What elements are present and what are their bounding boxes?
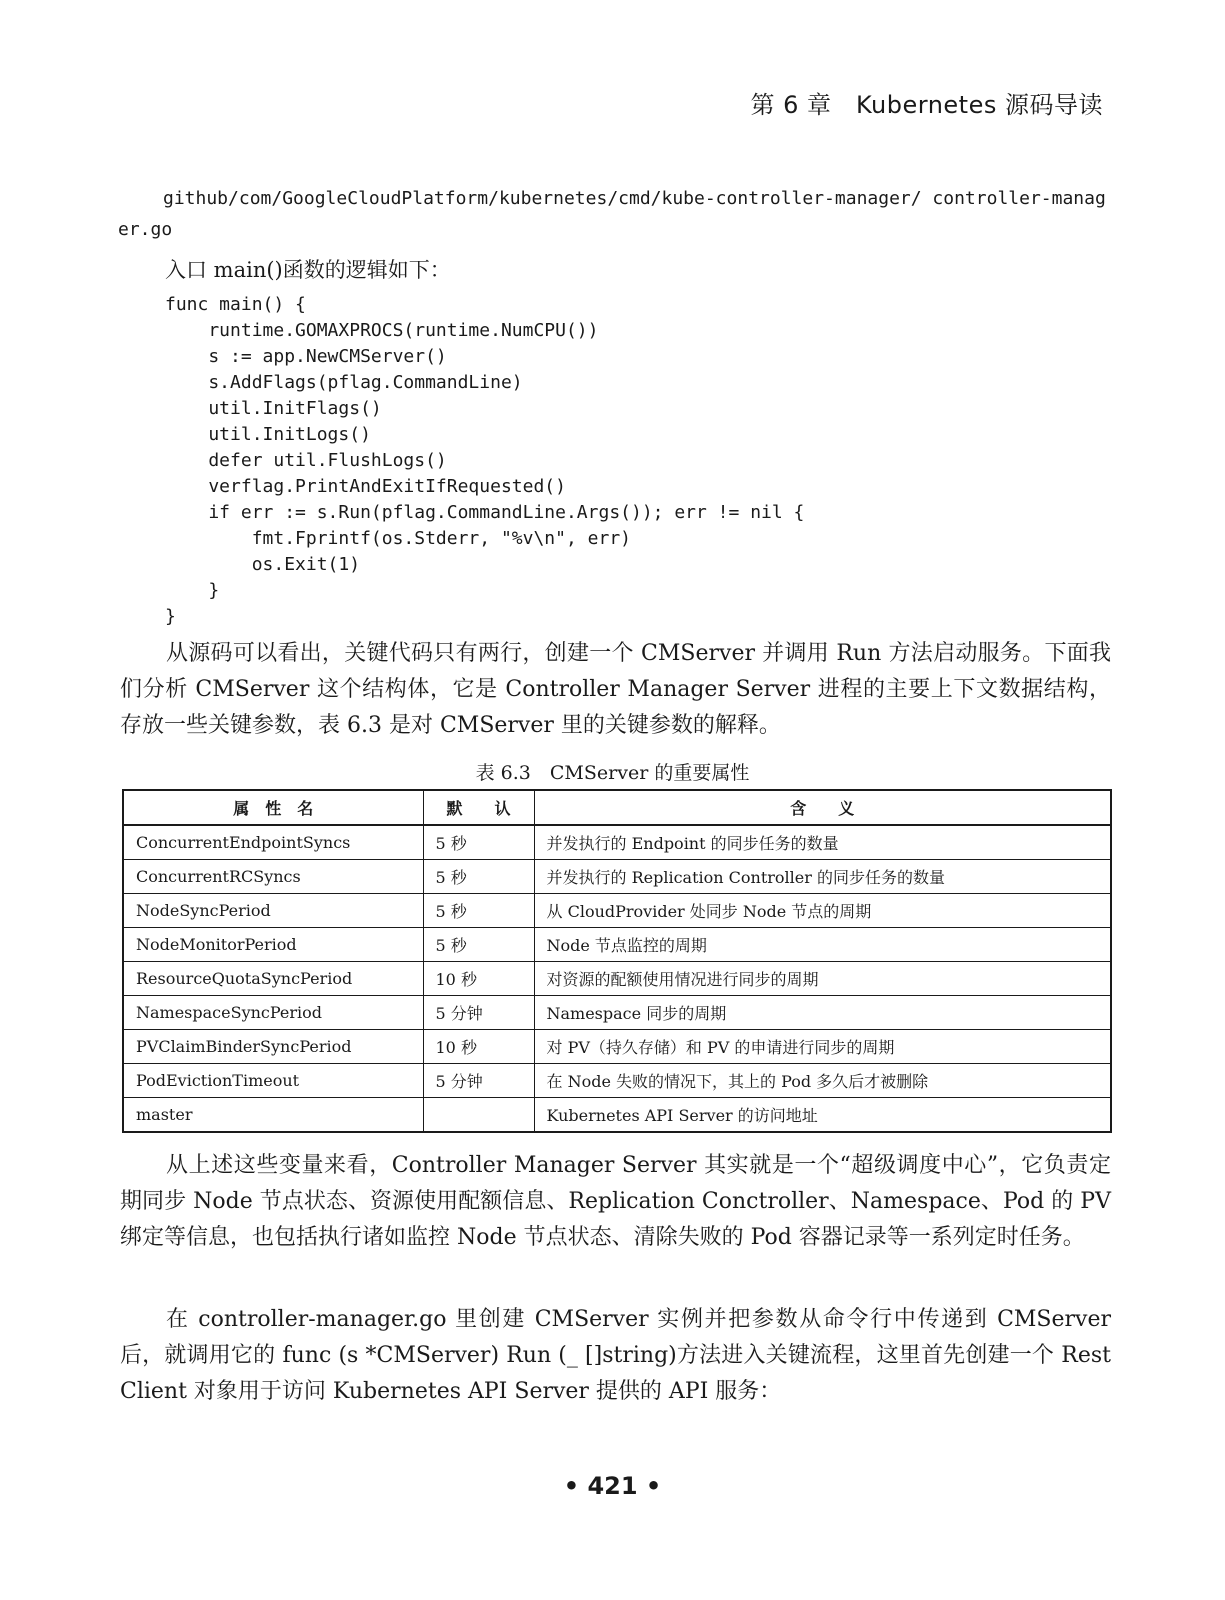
code-line: runtime.GOMAXPROCS(runtime.NumCPU()) xyxy=(165,320,599,341)
code-line: s.AddFlags(pflag.CommandLine) xyxy=(165,372,523,393)
header-meaning: 含 义 xyxy=(534,790,1111,825)
code-block xyxy=(165,292,804,630)
table-row xyxy=(123,894,1111,928)
cell-attribute-name: PVClaimBinderSyncPeriod xyxy=(123,1030,423,1064)
cell-meaning: 从 CloudProvider 处同步 Node 节点的周期 xyxy=(534,894,1111,928)
table-row xyxy=(123,825,1111,860)
cell-meaning: 对 PV（持久存储）和 PV 的申请进行同步的周期 xyxy=(534,1030,1111,1064)
table-row xyxy=(123,1030,1111,1064)
table-row xyxy=(123,860,1111,894)
header-default: 默 认 xyxy=(423,790,534,825)
cell-meaning: Namespace 同步的周期 xyxy=(534,996,1111,1030)
table-header-row xyxy=(123,790,1111,825)
cell-attribute-name: ResourceQuotaSyncPeriod xyxy=(123,962,423,996)
table-row xyxy=(123,928,1111,962)
table-row xyxy=(123,1064,1111,1098)
paragraph-3: 在 controller-manager.go 里创建 CMServer 实例并把参数从命令行中传递到 CMServer 后，就调用它的 func (s *CMServer) Run (_ []string)方法进入关键流程，这里首先创建一个 Rest Client 对象用于访问 Kubernetes API Server 提供的 API 服务： xyxy=(120,1307,1111,1404)
cell-meaning: 并发执行的 Replication Controller 的同步任务的数量 xyxy=(534,860,1111,894)
cell-meaning: 对资源的配额使用情况进行同步的周期 xyxy=(534,962,1111,996)
code-line: defer util.FlushLogs() xyxy=(165,450,447,471)
code-line: util.InitFlags() xyxy=(165,398,382,419)
code-line: } xyxy=(165,606,176,627)
header-attribute-name: 属 性 名 xyxy=(123,790,423,825)
table-row xyxy=(123,962,1111,996)
cell-default: 5 分钟 xyxy=(423,996,534,1030)
table-row xyxy=(123,1098,1111,1133)
code-line: func main() { xyxy=(165,294,306,315)
cell-meaning: Kubernetes API Server 的访问地址 xyxy=(534,1098,1111,1133)
cell-meaning: 并发执行的 Endpoint 的同步任务的数量 xyxy=(534,825,1111,860)
code-line: os.Exit(1) xyxy=(165,554,361,575)
cell-meaning: Node 节点监控的周期 xyxy=(534,928,1111,962)
cell-default: 5 秒 xyxy=(423,894,534,928)
running-header: 第 6 章 Kubernetes 源码导读 xyxy=(750,91,1103,119)
cell-attribute-name: NamespaceSyncPeriod xyxy=(123,996,423,1030)
cell-default: 5 秒 xyxy=(423,860,534,894)
cell-attribute-name: NodeSyncPeriod xyxy=(123,894,423,928)
table-caption: 表 6.3 CMServer 的重要属性 xyxy=(475,762,750,784)
cell-meaning: 在 Node 失败的情况下，其上的 Pod 多久后才被删除 xyxy=(534,1064,1111,1098)
source-file-path: github/com/GoogleCloudPlatform/kubernetes/cmd/kube-controller-manager/ controller-manager.go xyxy=(118,188,1106,240)
page-number: • 421 • xyxy=(563,1472,662,1500)
code-line: } xyxy=(165,580,220,601)
cell-attribute-name: master xyxy=(123,1098,423,1133)
code-line: if err := s.Run(pflag.CommandLine.Args()); err != nil { xyxy=(165,502,805,523)
table-row xyxy=(123,996,1111,1030)
intro-text: 入口 main()函数的逻辑如下： xyxy=(165,258,451,282)
cell-default: 5 秒 xyxy=(423,825,534,860)
code-line: util.InitLogs() xyxy=(165,424,371,445)
code-line: s := app.NewCMServer() xyxy=(165,346,447,367)
cell-default: 10 秒 xyxy=(423,962,534,996)
code-line: fmt.Fprintf(os.Stderr, "%v\n", err) xyxy=(165,528,631,549)
cell-default xyxy=(423,1098,534,1133)
cell-attribute-name: PodEvictionTimeout xyxy=(123,1064,423,1098)
paragraph-1: 从源码可以看出，关键代码只有两行，创建一个 CMServer 并调用 Run 方法启动服务。下面我们分析 CMServer 这个结构体，它是 Controller Manager Server 进程的主要上下文数据结构，存放一些关键参数，表 6.3 是对 CMServer 里的关键参数的解释。 xyxy=(120,641,1111,738)
code-line: verflag.PrintAndExitIfRequested() xyxy=(165,476,566,497)
cell-attribute-name: NodeMonitorPeriod xyxy=(123,928,423,962)
cell-attribute-name: ConcurrentRCSyncs xyxy=(123,860,423,894)
cell-default: 10 秒 xyxy=(423,1030,534,1064)
cmserver-properties-table xyxy=(122,789,1112,1133)
paragraph-2: 从上述这些变量来看，Controller Manager Server 其实就是一个“超级调度中心”，它负责定期同步 Node 节点状态、资源使用配额信息、Replication Conctroller、Namespace、Pod 的 PV 绑定等信息，也包括执行诸如监控 Node 节点状态、清除失败的 Pod 容器记录等一系列定时任务。 xyxy=(120,1153,1111,1250)
cell-attribute-name: ConcurrentEndpointSyncs xyxy=(123,825,423,860)
cell-default: 5 分钟 xyxy=(423,1064,534,1098)
cell-default: 5 秒 xyxy=(423,928,534,962)
